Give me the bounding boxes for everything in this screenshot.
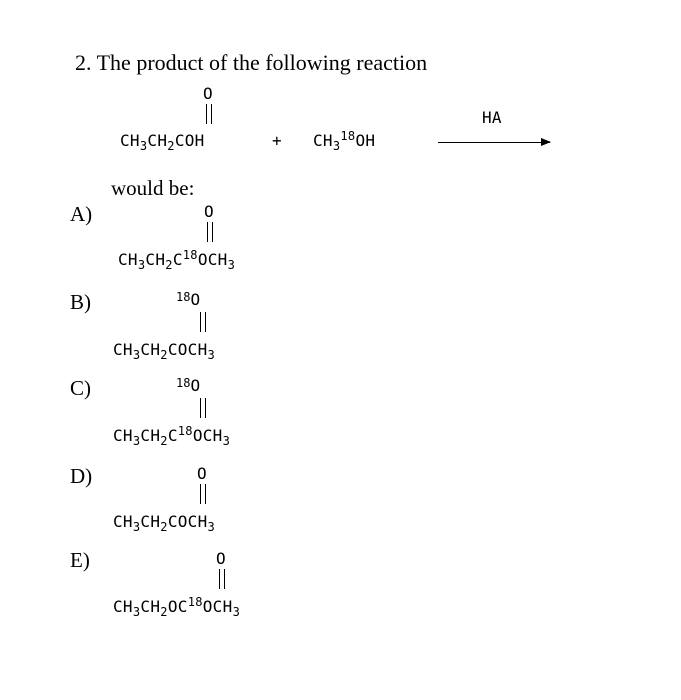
option-b-double-bond [200, 312, 206, 332]
option-b-label: B) [70, 290, 91, 314]
option-a-carbonyl-oxygen: O [204, 202, 214, 221]
plus-sign: + [272, 131, 282, 150]
option-c-carbonyl-oxygen: $^{18}$O [176, 376, 201, 395]
option-d-carbonyl-oxygen: O [197, 464, 207, 483]
question-number: 2. [75, 50, 92, 75]
option-b-carbonyl-oxygen: $^{18}$O [176, 290, 201, 309]
option-e-formula: $CH_3CH_2OC^{18}OCH_3$ [113, 595, 241, 619]
option-d-formula: $CH_3CH_2COCH_3$ [113, 512, 216, 534]
question-heading [75, 50, 427, 76]
reaction-arrow [438, 142, 550, 143]
option-e-double-bond [219, 569, 225, 589]
option-a-double-bond [207, 222, 213, 242]
option-d-label: D) [70, 464, 93, 488]
reactant1-carbonyl-oxygen: O [203, 84, 213, 103]
option-a-label: A) [70, 202, 93, 226]
reactant1-formula: $CH_3CH_2COH$ [120, 131, 205, 153]
catalyst-label: HA [482, 108, 502, 127]
option-b-formula: $CH_3CH_2COCH_3$ [113, 340, 216, 362]
option-e-label: E) [70, 548, 90, 572]
reactant1-double-bond [206, 104, 212, 124]
option-c-label: C) [70, 376, 91, 400]
option-c-formula: $CH_3CH_2C^{18}OCH_3$ [113, 424, 231, 448]
reactant2-formula: $CH_3^{18}OH$ [313, 129, 376, 153]
option-e-carbonyl-oxygen: O [216, 549, 226, 568]
would-be-text: would be: [111, 176, 195, 200]
option-a-formula: $CH_3CH_2C^{18}OCH_3$ [118, 248, 236, 272]
option-c-double-bond [200, 398, 206, 418]
option-d-double-bond [200, 484, 206, 504]
question-text: The product of the following reaction [96, 50, 428, 75]
